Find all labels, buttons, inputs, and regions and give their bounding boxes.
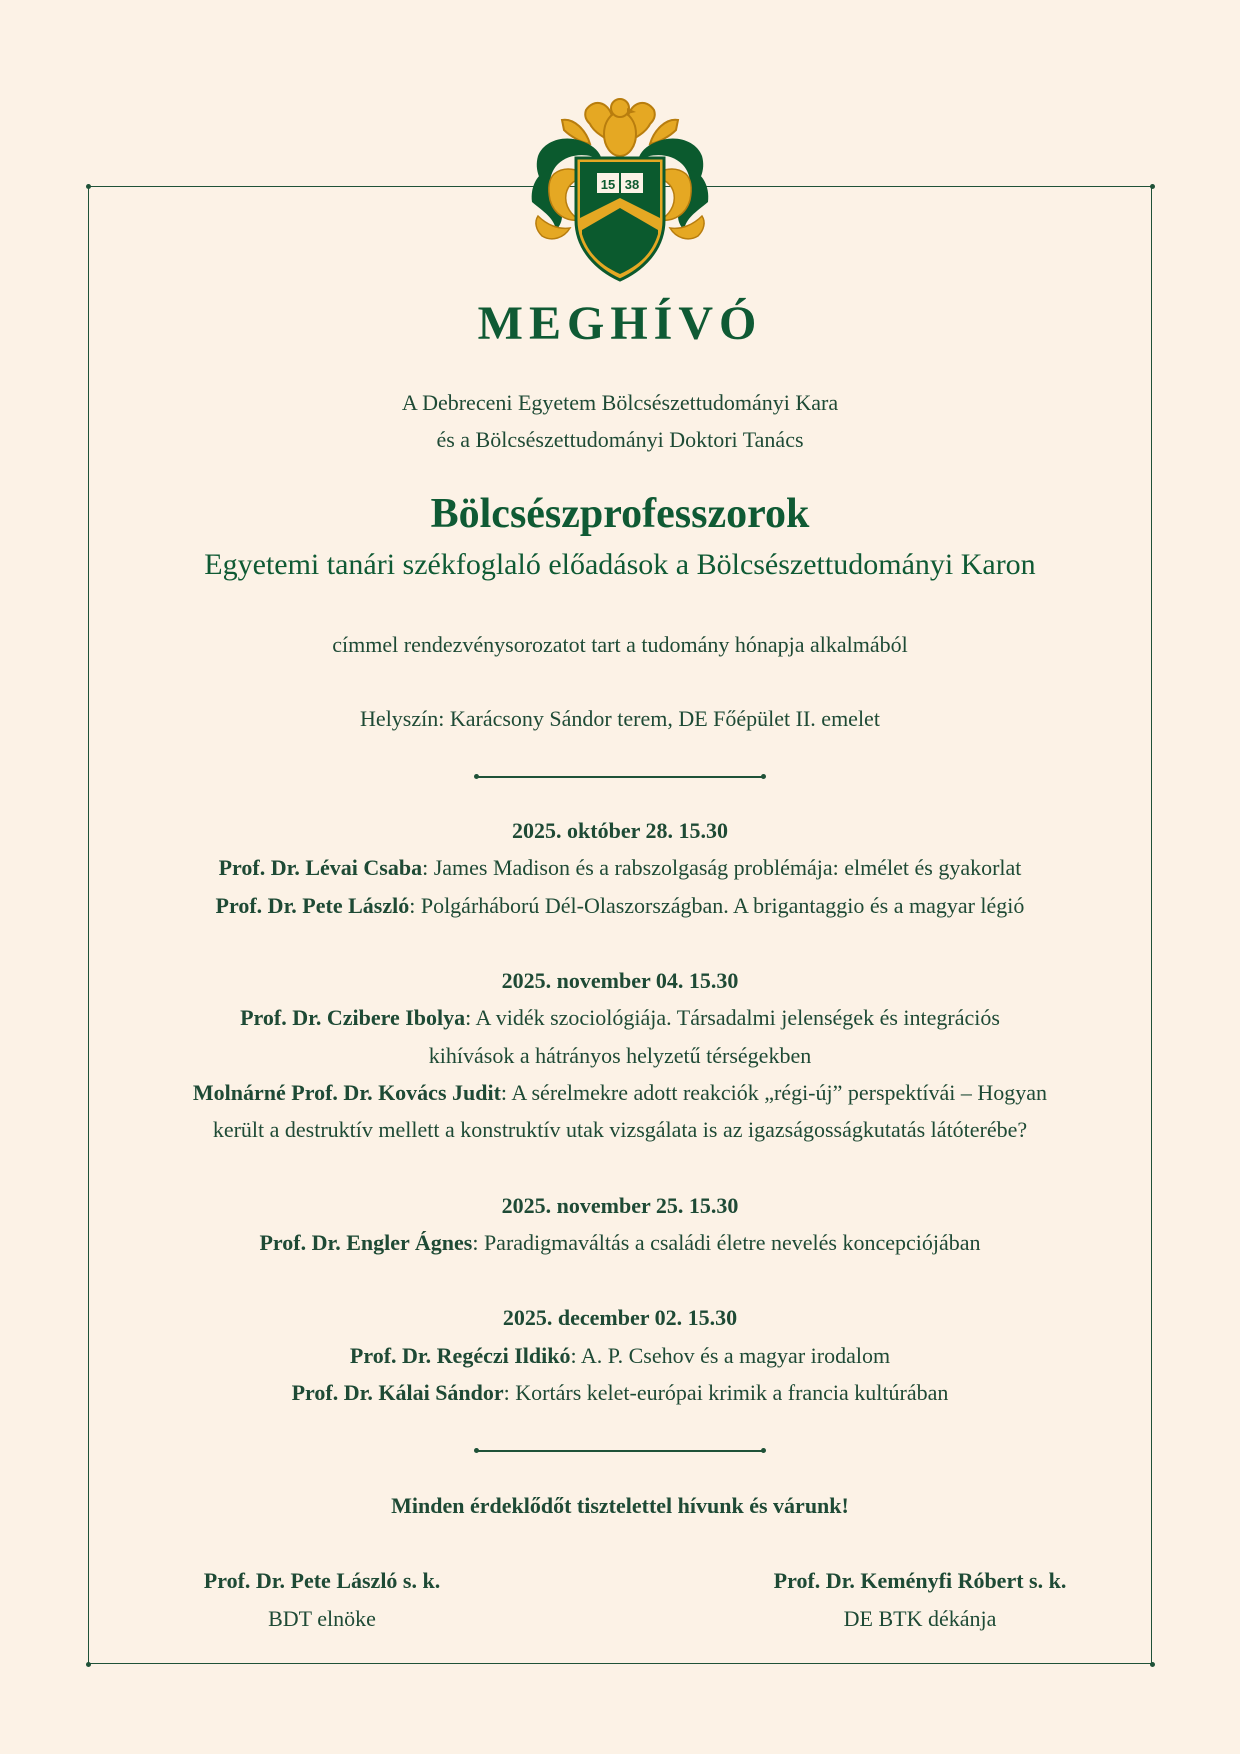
crest-year-left: 15 <box>600 177 616 192</box>
talk-line <box>0 1080 1240 1106</box>
border-corner-dot <box>1150 1662 1155 1667</box>
event-date: 2025. november 25. 15.30 <box>501 1193 739 1218</box>
talk-line <box>0 1343 1240 1369</box>
talk-speaker: Prof. Dr. Engler Ágnes <box>259 1230 473 1255</box>
talk-speaker: Prof. Dr. Kálai Sándor <box>291 1380 504 1405</box>
talk-title: : Kortárs kelet-európai krimik a francia kultúrában <box>503 1380 949 1405</box>
signature-left-role: BDT elnöke <box>268 1606 376 1631</box>
talk-line <box>0 1230 1240 1256</box>
page-title: MEGHÍVÓ <box>477 297 763 350</box>
talk-title: : A sérelmekre adott reakciók „régi-új” perspektívái – Hogyan <box>500 1080 1048 1105</box>
talk-speaker: Prof. Dr. Lévai Csaba <box>218 855 423 880</box>
event-date: 2025. október 28. 15.30 <box>512 818 728 843</box>
venue-text: Helyszín: Karácsony Sándor terem, DE Főépület II. emelet <box>360 706 880 731</box>
divider <box>474 1446 766 1455</box>
signature-right-role: DE BTK dékánja <box>843 1606 997 1631</box>
talk-speaker: Prof. Dr. Pete László <box>215 893 410 918</box>
intro-line-1: A Debreceni Egyetem Bölcsészettudományi Kara <box>401 390 839 415</box>
series-subtitle: Egyetemi tanári székfoglaló előadások a Bölcsészettudományi Karon <box>204 548 1036 581</box>
crest-year-right: 38 <box>624 177 640 192</box>
talk-line <box>0 893 1240 919</box>
talk-title-continued: került a destruktív mellett a konstruktív utak vizsgálata is az igazságosságkutatás látóterébe? <box>212 1117 1028 1142</box>
border-corner-dot <box>86 184 91 189</box>
talk-title: : A. P. Csehov és a magyar irodalom <box>570 1343 891 1368</box>
talk-speaker: Prof. Dr. Czibere Ibolya <box>240 1005 466 1030</box>
talk-title-continued: kihívások a hátrányos helyzetű térségekben <box>428 1043 812 1068</box>
border-corner-dot <box>1150 184 1155 189</box>
series-title: Bölcsészprofesszorok <box>430 491 810 537</box>
signature-right <box>710 1568 1130 1632</box>
border-corner-dot <box>86 1662 91 1667</box>
talk-speaker: Molnárné Prof. Dr. Kovács Judit <box>192 1080 501 1105</box>
signature-left <box>112 1568 532 1632</box>
talk-line <box>0 1380 1240 1406</box>
talk-title: : Paradigmaváltás a családi életre nevelés koncepciójában <box>472 1230 981 1255</box>
signature-right-name: Prof. Dr. Keményfi Róbert s. k. <box>773 1568 1067 1593</box>
intro-line-2: és a Bölcsészettudományi Doktori Tanács <box>436 427 804 452</box>
talk-speaker: Prof. Dr. Regéczi Ildikó <box>349 1343 571 1368</box>
talk-title: : James Madison és a rabszolgaság problémája: elmélet és gyakorlat <box>422 855 1022 880</box>
talk-title: : A vidék szociológiája. Társadalmi jelenségek és integrációs <box>465 1005 1000 1030</box>
event-date: 2025. december 02. 15.30 <box>502 1305 738 1330</box>
signature-left-name: Prof. Dr. Pete László s. k. <box>203 1568 441 1593</box>
purpose-text: címmel rendezvénysorozatot tart a tudomány hónapja alkalmából <box>332 632 908 657</box>
talk-line <box>0 855 1240 881</box>
university-crest-logo <box>524 90 716 284</box>
event-date: 2025. november 04. 15.30 <box>501 968 739 993</box>
talk-title: : Polgárháború Dél-Olaszországban. A brigantaggio és a magyar légió <box>409 893 1025 918</box>
talk-line <box>0 1005 1240 1031</box>
divider <box>474 772 766 781</box>
closing-invitation: Minden érdeklődőt tisztelettel hívunk és várunk! <box>391 1493 849 1518</box>
